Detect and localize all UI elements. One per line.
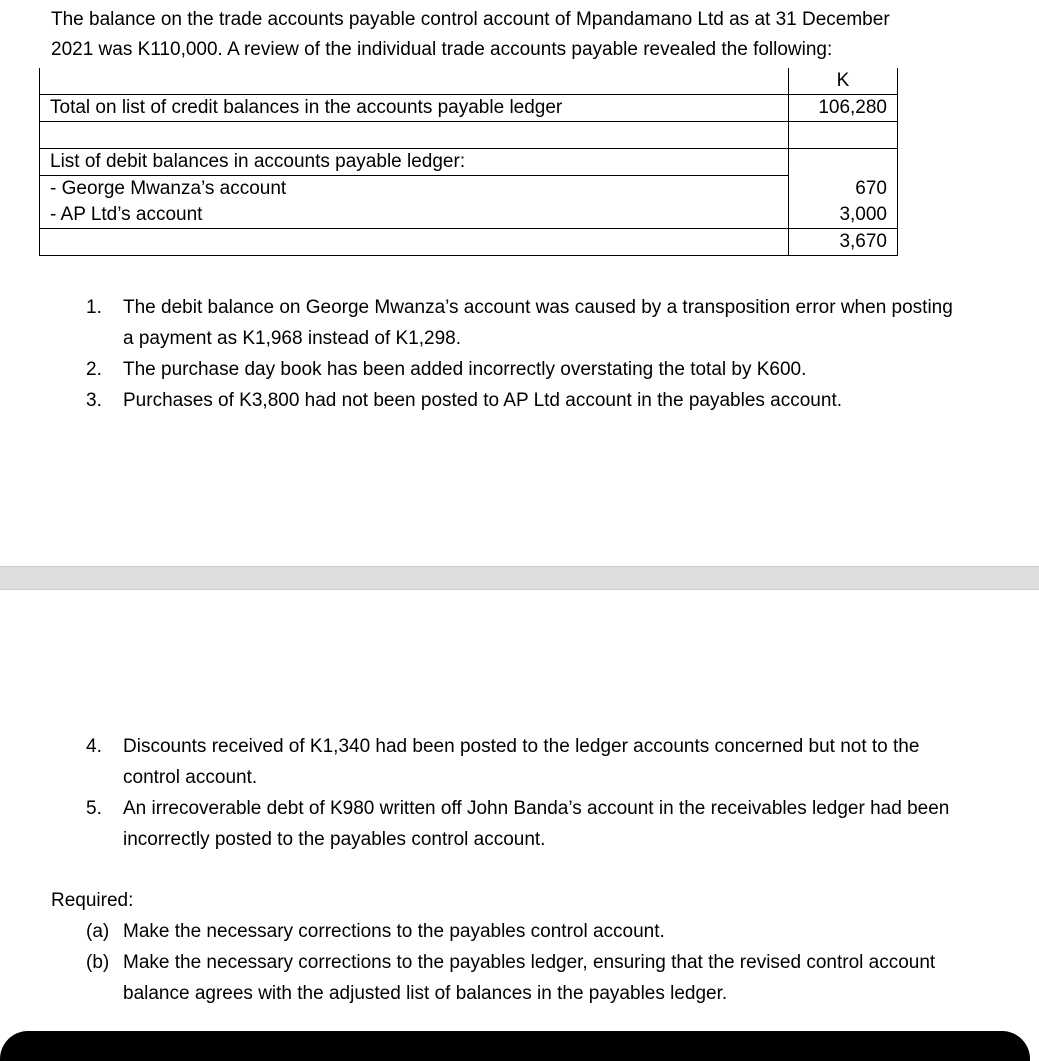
row-amount (789, 149, 898, 176)
row-amount: 3,000 (789, 202, 898, 229)
list-item-text: Discounts received of K1,340 had been posted to the ledger accounts concerned but not to the control account. (123, 736, 920, 788)
list-item-number: (b) (86, 952, 110, 973)
required-heading: Required: (51, 890, 134, 911)
row-label: - George Mwanza’s account (40, 176, 789, 203)
row-amount: 106,280 (789, 95, 898, 122)
row-amount-total: 3,670 (789, 229, 898, 256)
row-amount: 670 (789, 176, 898, 203)
payables-ledger-table (39, 68, 898, 256)
table-row (40, 176, 898, 203)
row-label (40, 122, 789, 149)
table-row (40, 95, 898, 122)
list-item-number: 5. (86, 798, 102, 819)
list-item (86, 292, 966, 354)
list-item (86, 916, 966, 947)
list-item-number: (a) (86, 921, 110, 942)
intro-line-1: The balance on the trade accounts payable control account of Mpandamano Ltd as at 31 December (51, 9, 890, 30)
row-label (40, 229, 789, 256)
table-header-label (40, 68, 789, 95)
page-break-band (0, 566, 1039, 590)
list-item-number: 4. (86, 736, 102, 757)
table-header-row (40, 68, 898, 95)
table-row (40, 202, 898, 229)
list-item (86, 354, 966, 385)
row-label: - AP Ltd’s account (40, 202, 789, 229)
list-item (86, 731, 966, 793)
table-row-total (40, 229, 898, 256)
notes-list-first (86, 292, 966, 416)
row-label: Total on list of credit balances in the accounts payable ledger (40, 95, 789, 122)
list-item-text: Make the necessary corrections to the payables ledger, ensuring that the revised control account balance agrees with the adjusted list of balances in the payables ledger. (123, 952, 936, 1004)
notes-list-second (86, 731, 966, 855)
required-parts-list (86, 916, 966, 1009)
intro-line-2: 2021 was K110,000. A review of the individual trade accounts payable revealed the following: (51, 39, 833, 60)
bottom-bar (0, 1031, 1030, 1061)
list-item (86, 385, 966, 416)
list-item-text: Purchases of K3,800 had not been posted to AP Ltd account in the payables account. (123, 390, 843, 411)
list-item-text: The purchase day book has been added incorrectly overstating the total by K600. (123, 359, 807, 380)
row-amount (789, 122, 898, 149)
table-row (40, 149, 898, 176)
list-item-text: An irrecoverable debt of K980 written off John Banda’s account in the receivables ledger had been incorrectly posted to the payables control account. (123, 798, 950, 850)
list-item-number: 2. (86, 359, 102, 380)
table-row (40, 122, 898, 149)
list-item (86, 947, 966, 1009)
row-label: List of debit balances in accounts payable ledger: (40, 149, 789, 176)
list-item-text: Make the necessary corrections to the payables control account. (123, 921, 665, 942)
list-item (86, 793, 966, 855)
list-item-number: 1. (86, 297, 102, 318)
intro-paragraph (51, 5, 1011, 65)
list-item-text: The debit balance on George Mwanza’s account was caused by a transposition error when posting a payment as K1,968 instead of K1,298. (123, 297, 953, 349)
list-item-number: 3. (86, 390, 102, 411)
currency-header: K (789, 68, 898, 95)
